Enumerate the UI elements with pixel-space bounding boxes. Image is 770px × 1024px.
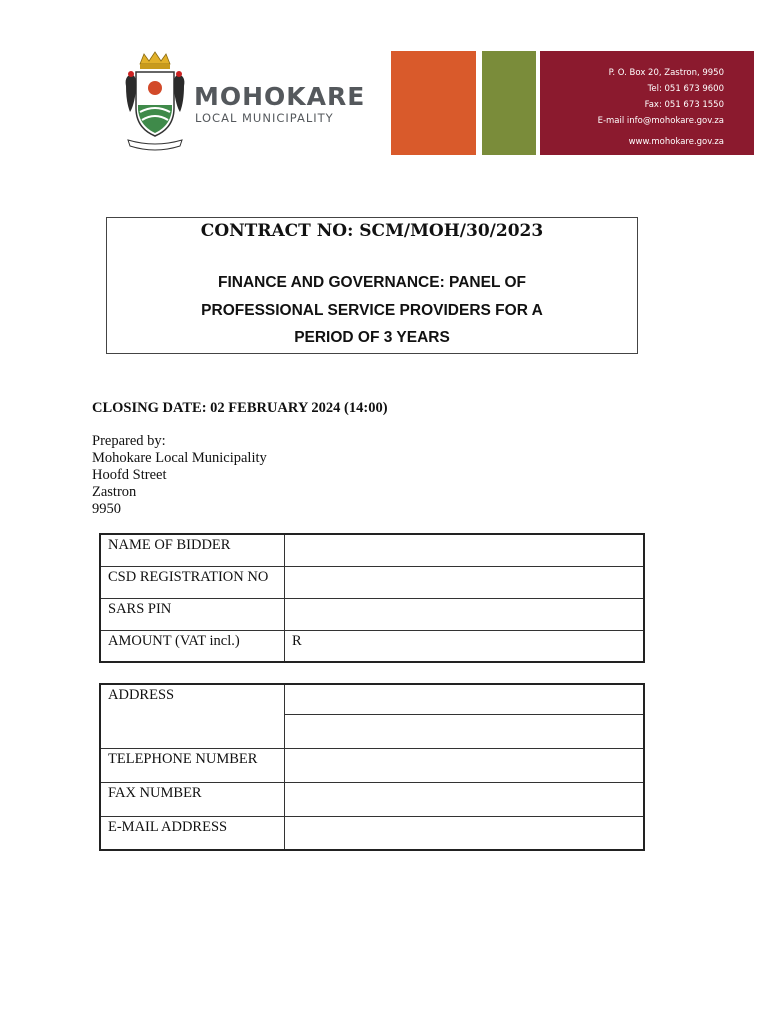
address-field-line-1[interactable] xyxy=(285,684,645,714)
closing-date: CLOSING DATE: 02 FEBRUARY 2024 (14:00) xyxy=(92,400,388,416)
logo-name: MOHOKARE xyxy=(194,82,366,111)
contact-details-table xyxy=(99,683,645,851)
contact-web: www.mohokare.gov.za xyxy=(628,137,724,147)
contact-tel: Tel: 051 673 9600 xyxy=(647,84,724,94)
prepared-by-line-4: 9950 xyxy=(92,501,121,517)
csd-registration-field[interactable] xyxy=(285,566,645,598)
title-line-3: PERIOD OF 3 YEARS xyxy=(294,329,450,346)
contact-fax: Fax: 051 673 1550 xyxy=(644,100,724,110)
header-band-orange xyxy=(391,51,476,155)
table-row xyxy=(100,684,644,714)
telephone-field[interactable] xyxy=(285,748,645,782)
amount-field[interactable]: R xyxy=(285,630,645,662)
field-label: SARS PIN xyxy=(100,598,285,630)
municipality-crest-logo xyxy=(122,50,188,154)
field-label: NAME OF BIDDER xyxy=(100,534,285,566)
table-row xyxy=(100,534,644,566)
contract-number: CONTRACT NO: SCM/MOH/30/2023 xyxy=(200,221,544,241)
table-row xyxy=(100,748,644,782)
field-label: TELEPHONE NUMBER xyxy=(100,748,285,782)
prepared-by-line-2: Hoofd Street xyxy=(92,467,167,483)
fax-field[interactable] xyxy=(285,782,645,816)
table-row xyxy=(100,816,644,850)
prepared-by-line-1: Mohokare Local Municipality xyxy=(92,450,267,466)
email-field[interactable] xyxy=(285,816,645,850)
address-field-line-2[interactable] xyxy=(285,714,645,748)
title-line-1: FINANCE AND GOVERNANCE: PANEL OF xyxy=(217,274,526,291)
bidder-name-field[interactable] xyxy=(285,534,645,566)
table-row xyxy=(100,782,644,816)
field-label: CSD REGISTRATION NO xyxy=(100,566,285,598)
contact-po-box: P. O. Box 20, Zastron, 9950 xyxy=(608,68,724,78)
bidder-details-table xyxy=(99,533,645,663)
field-label: ADDRESS xyxy=(100,684,285,748)
table-row xyxy=(100,630,644,662)
table-row xyxy=(100,598,644,630)
table-row xyxy=(100,566,644,598)
title-line-2: PROFESSIONAL SERVICE PROVIDERS FOR A xyxy=(201,302,543,319)
field-label: E-MAIL ADDRESS xyxy=(100,816,285,850)
header-contact-panel xyxy=(540,51,754,155)
prepared-by-line-3: Zastron xyxy=(92,484,137,500)
contact-email: E-mail info@mohokare.gov.za xyxy=(597,116,724,126)
field-label: AMOUNT (VAT incl.) xyxy=(100,630,285,662)
header-band-green xyxy=(482,51,536,155)
field-label: FAX NUMBER xyxy=(100,782,285,816)
contract-title-box xyxy=(106,217,638,354)
prepared-by-label: Prepared by: xyxy=(92,433,166,449)
sars-pin-field[interactable] xyxy=(285,598,645,630)
logo-subtitle: LOCAL MUNICIPALITY xyxy=(195,111,334,125)
